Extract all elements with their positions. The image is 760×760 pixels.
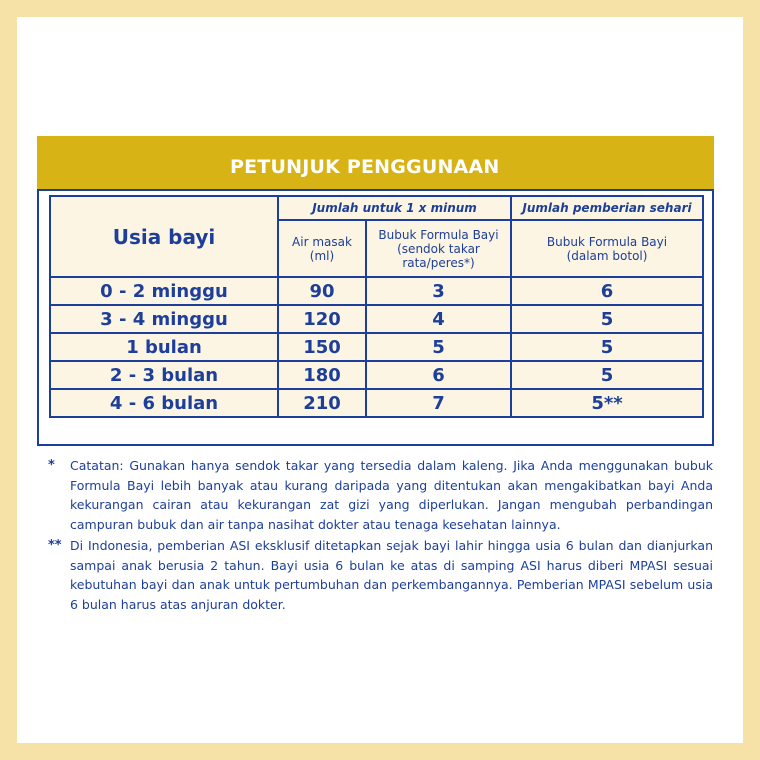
- scoops-cell: 4: [366, 305, 511, 333]
- water-cell: 180: [278, 361, 366, 389]
- age-cell: 1 bulan: [50, 333, 278, 361]
- footnote-text: Di Indonesia, pemberian ASI eksklusif ditetapkan sejak bayi lahir hingga usia 6 bulan dan dianjurkan sampai anak berusia 2 tahun. Bayi usia 6 bulan ke atas di samping ASI harus diberi MPASI sesuai kebutuhan bayi dan anak untuk pertumbuhan dan perkembangannya. Pemberian MPASI sebelum usia 6 bulan harus atas anjuran dokter.: [70, 538, 713, 612]
- footnote-single-asterisk: [48, 456, 713, 534]
- instructions-banner: [37, 136, 714, 197]
- daily-cell: 5: [511, 361, 703, 389]
- double-asterisk-mark: **: [48, 538, 62, 553]
- daily-header-line: Bubuk Formula Bayi: [546, 234, 668, 249]
- scoops-header-line: (sendok takar: [397, 241, 480, 256]
- footnote-double-asterisk: [48, 536, 713, 614]
- water-cell: 120: [278, 305, 366, 333]
- dosage-table-frame: [37, 189, 714, 446]
- daily-cell: 5: [511, 305, 703, 333]
- table-row: [50, 361, 703, 389]
- daily-cell: 5**: [511, 389, 703, 417]
- banner-title: PETUNJUK PENGGUNAAN: [230, 155, 500, 178]
- age-cell: 3 - 4 minggu: [50, 305, 278, 333]
- scoops-header-line: Bubuk Formula Bayi: [378, 227, 499, 242]
- daily-bottles-header: [511, 220, 703, 277]
- water-cell: 90: [278, 277, 366, 305]
- table-row: [50, 333, 703, 361]
- scoops-header-line: rata/peres*): [402, 255, 475, 270]
- water-header-line: Air masak: [292, 234, 352, 249]
- age-cell: 0 - 2 minggu: [50, 277, 278, 305]
- water-header-unit: (ml): [309, 248, 335, 263]
- table-row: [50, 277, 703, 305]
- daily-cell: 6: [511, 277, 703, 305]
- scoops-cell: 7: [366, 389, 511, 417]
- age-cell: 4 - 6 bulan: [50, 389, 278, 417]
- daily-cell: 5: [511, 333, 703, 361]
- per-feeding-header: Jumlah untuk 1 x minum: [278, 196, 511, 220]
- table-row: [50, 389, 703, 417]
- water-header: [278, 220, 366, 277]
- footnote-text: Catatan: Gunakan hanya sendok takar yang tersedia dalam kaleng. Jika Anda menggunakan bubuk Formula Bayi lebih banyak atau kurang daripada yang ditentukan akan mengakibatkan bayi Anda kekurangan cairan atau kekurangan zat gizi yang diperlukan. Jangan mengubah perbandingan campuran bubuk dan air tanpa nasihat dokter atau tenaga kesehatan lainnya.: [70, 458, 713, 532]
- table-row: [50, 305, 703, 333]
- scoops-header: [366, 220, 511, 277]
- per-day-header: Jumlah pemberian sehari: [511, 196, 703, 220]
- daily-header-line: (dalam botol): [566, 248, 648, 263]
- age-cell: 2 - 3 bulan: [50, 361, 278, 389]
- age-column-header: Usia bayi: [50, 196, 278, 277]
- scoops-cell: 3: [366, 277, 511, 305]
- scoops-cell: 5: [366, 333, 511, 361]
- asterisk-mark: *: [48, 458, 55, 473]
- scoops-cell: 6: [366, 361, 511, 389]
- footnotes: [48, 456, 713, 616]
- water-cell: 150: [278, 333, 366, 361]
- dosage-table: [49, 195, 704, 418]
- water-cell: 210: [278, 389, 366, 417]
